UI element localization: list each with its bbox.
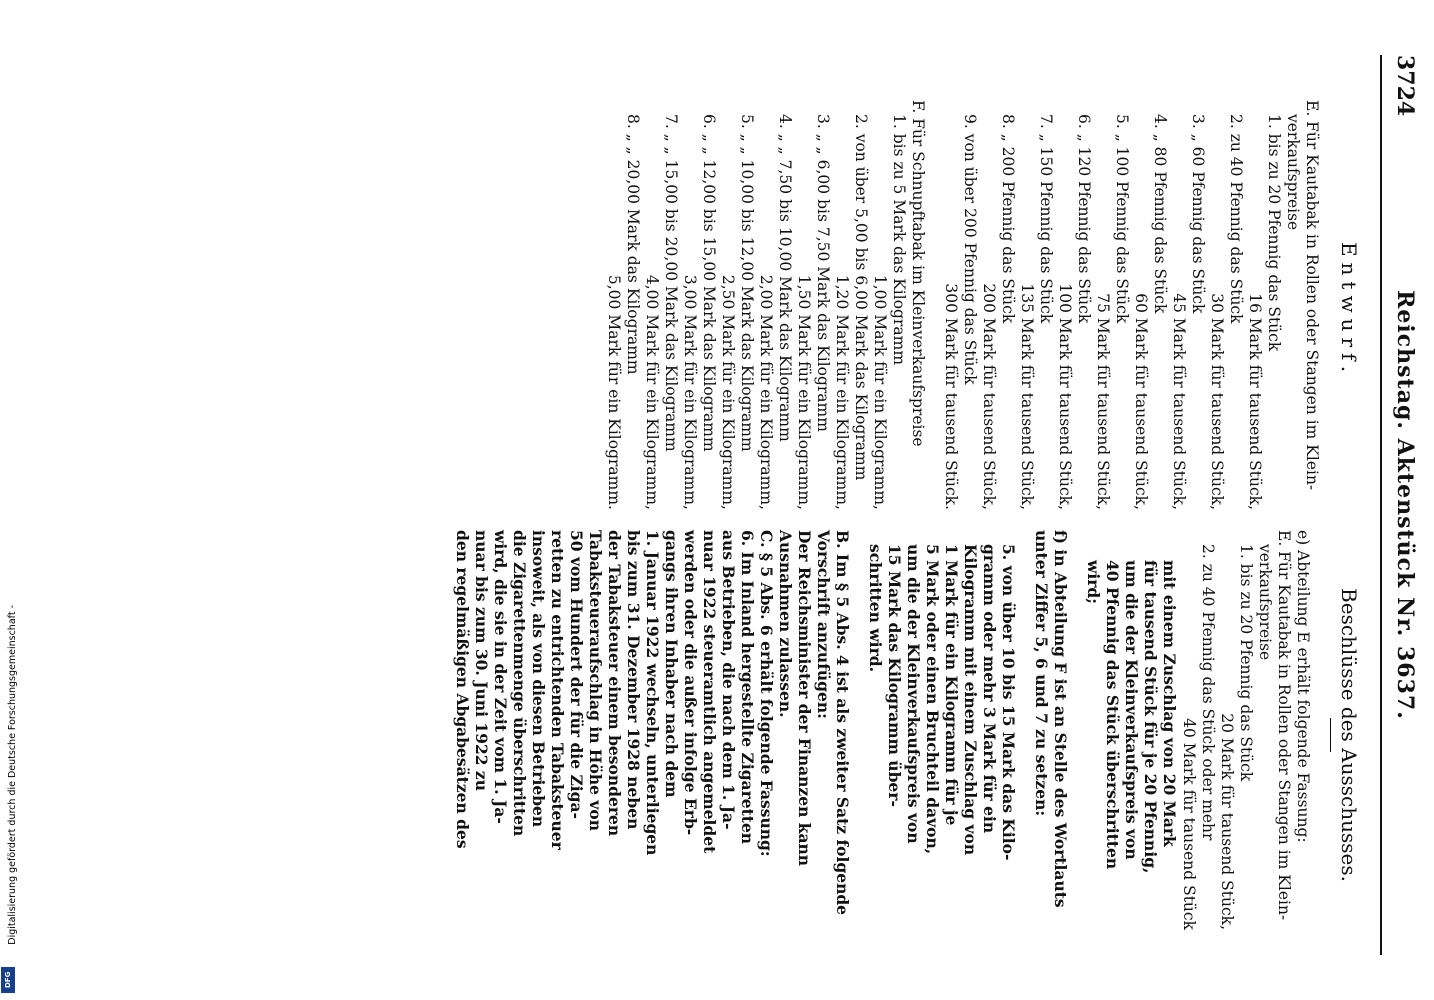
- text-line: 5 Mark oder einen Bruchteil davon,: [923, 544, 942, 855]
- e-items-list: [941, 100, 1283, 520]
- f-heading: F. Für Schnupftabak im Kleinverkaufspreise: [909, 100, 927, 447]
- list-item: 4. „ „ 7,50 bis 10,00 Mark das Kilogramm: [776, 114, 794, 442]
- r-e2a: 2. zu 40 Pfennig das Stück oder mehr: [1199, 544, 1217, 841]
- list-item: 6. „ 120 Pfennig das Stück: [1075, 114, 1093, 324]
- text-line: wird, die sie in der Zeit vom 1. Ja-: [491, 530, 510, 824]
- text-line: werden oder die außer infolge Erb-: [681, 530, 700, 836]
- e-label: e) Abteilung E erhält folgende Fassung:: [1294, 530, 1312, 843]
- list-item: 7. „ „ 15,00 bis 20,00 Mark das Kilogramm: [662, 114, 680, 452]
- e-heading: E. Für Kautabak in Rollen oder Stangen im Klein-: [1303, 100, 1321, 491]
- list-item-rate: 1,50 Mark für ein Kilogramm,: [795, 274, 813, 510]
- r-e2-surcharge: [1084, 530, 1179, 940]
- text-line: um die der Kleinverkaufspreis von: [904, 544, 923, 844]
- list-item-rate: 135 Mark für tausend Stück,: [1018, 283, 1036, 510]
- text-line: 15 Mark das Kilogramm über-: [885, 544, 904, 807]
- text-line: B. Im § 5 Abs. 4 ist als zweiter Satz folgende: [833, 530, 852, 916]
- e-heading-cont: verkaufspreise: [1284, 114, 1302, 231]
- dfg-logo: DFG: [1, 967, 15, 993]
- r-e1a: 1. bis zu 20 Pfennig das Stück: [1237, 544, 1255, 782]
- text-line: f) in Abteilung F ist an Stelle des Wortlauts: [1051, 530, 1070, 908]
- list-item: 1. bis zu 5 Mark das Kilogramm: [890, 114, 908, 366]
- header-title: Reichstag. Aktenstück Nr. 3637.: [1392, 290, 1418, 720]
- list-item: 9. von über 200 Pfennig das Stück: [961, 114, 979, 385]
- text-line: mit einem Zuschlag von 20 Mark: [1160, 560, 1179, 847]
- list-item: 5. „ „ 10,00 bis 12,00 Mark das Kilogramm: [738, 114, 756, 452]
- list-item-rate: 100 Mark für tausend Stück,: [1056, 283, 1074, 510]
- list-item-rate: 30 Mark für tausend Stück,: [1208, 293, 1226, 510]
- list-item-rate: 45 Mark für tausend Stück,: [1170, 293, 1188, 510]
- f5-paragraph: [866, 530, 1018, 940]
- list-item: 8. „ „ 20,00 Mark das Kilogramm: [624, 114, 642, 375]
- page-number: 3724: [1392, 55, 1418, 117]
- text-line: die Zigarettenmenge überschritten: [510, 530, 529, 837]
- list-item-rate: 60 Mark für tausend Stück,: [1132, 293, 1150, 510]
- text-line: bis zum 31. Dezember 1928 neben: [624, 530, 643, 830]
- title-rule: [1330, 718, 1331, 752]
- text-line: der Tabaksteuer einem besonderen: [605, 530, 624, 837]
- right-title: Beschlüsse des Ausschusses.: [1337, 588, 1361, 882]
- text-line: C. § 5 Abs. 6 erhält folgende Fassung:: [757, 530, 776, 857]
- list-item-rate: 2,00 Mark für ein Kilogramm,: [757, 274, 775, 510]
- text-line: 50 vom Hundert der für die Ziga-: [567, 530, 586, 819]
- text-line: wird;: [1084, 560, 1103, 604]
- list-item-rate: 300 Mark für tausend Stück.: [942, 283, 960, 510]
- text-line: insoweit, als von diesen Betrieben: [529, 530, 548, 828]
- section-b: [776, 530, 852, 940]
- list-item: 6. „ „ 12,00 bis 15,00 Mark das Kilogramm: [700, 114, 718, 452]
- text-line: 1. Januar 1922 wechseln, unterliegen: [643, 530, 662, 856]
- text-line: retten zu entrichtenden Tabaksteuer: [548, 530, 567, 850]
- list-item: 5. „ 100 Pfennig das Stück: [1113, 114, 1131, 324]
- text-line: aus Betrieben, die nach dem 1. Ja-: [719, 530, 738, 830]
- list-item-rate: 2,50 Mark für ein Kilogramm,: [719, 274, 737, 510]
- right-column: [453, 530, 1364, 940]
- text-line: Kilogramm mit einem Zuschlag von: [961, 544, 980, 856]
- text-line: unter Ziffer 5, 6 und 7 zu setzen:: [1032, 530, 1051, 817]
- list-item: 3. „ 60 Pfennig das Stück: [1189, 114, 1207, 314]
- list-item: 3. „ „ 6,00 bis 7,50 Mark das Kilogramm: [814, 114, 832, 432]
- text-line: 5. von über 10 bis 15 Mark das Kilo-: [999, 544, 1018, 861]
- left-title: Entwurf.: [1337, 241, 1361, 379]
- text-line: um die der Kleinverkaufspreis von: [1122, 560, 1141, 860]
- r-e-heading-cont: verkaufspreise: [1256, 544, 1274, 661]
- list-item: 4. „ 80 Pfennig das Stück: [1151, 114, 1169, 314]
- list-item-rate: 75 Mark für tausend Stück,: [1094, 293, 1112, 510]
- list-item-rate: 5,00 Mark für ein Kilogramm.: [605, 274, 623, 510]
- text-line: schritten wird.: [866, 544, 885, 672]
- list-item: 1. bis zu 20 Pfennig das Stück: [1265, 114, 1283, 352]
- list-item-rate: 3,00 Mark für ein Kilogramm,: [681, 274, 699, 510]
- text-line: 1 Mark für ein Kilogramm für je: [942, 544, 961, 826]
- list-item-rate: 1,20 Mark für ein Kilogramm,: [833, 274, 851, 510]
- r-e1b: 20 Mark für tausend Stück,: [1218, 713, 1236, 930]
- f-items-list: [604, 100, 908, 520]
- text-line: Tabaksteueraufschlag in Höhe von: [586, 530, 605, 832]
- list-item-rate: 16 Mark für tausend Stück,: [1246, 293, 1264, 510]
- list-item-rate: 4,00 Mark für ein Kilogramm,: [643, 274, 661, 510]
- text-line: gramm oder mehr 3 Mark für ein: [980, 544, 999, 834]
- list-item: 2. zu 40 Pfennig das Stück: [1227, 114, 1245, 324]
- text-line: für tausend Stück für je 20 Pfennig,: [1141, 560, 1160, 874]
- text-line: Vorschrift anzufügen:: [814, 530, 833, 719]
- r-e-heading: E. Für Kautabak in Rollen oder Stangen im Klein-: [1275, 530, 1293, 921]
- text-line: Ausnahmen zulassen.: [776, 530, 795, 718]
- text-line: 6. Im Inland hergestellte Zigaretten: [738, 530, 757, 845]
- list-item-rate: 200 Mark für tausend Stück,: [980, 283, 998, 510]
- list-item: 8. „ 200 Pfennig das Stück: [999, 114, 1017, 324]
- text-line: nuar 1922 steueramtlich angemeldet: [700, 530, 719, 854]
- f-label: [1032, 530, 1070, 940]
- section-c: [453, 530, 776, 940]
- list-item: 2. von über 5,00 bis 6,00 Mark das Kilogramm: [852, 114, 870, 481]
- text-line: nuar bis zum 30. Juni 1922 zu: [472, 530, 491, 791]
- text-line: gangs ihren Inhaber nach dem: [662, 530, 681, 798]
- text-line: 40 Pfennig das Stück überschritten: [1103, 560, 1122, 870]
- list-item: 7. „ 150 Pfennig das Stück: [1037, 114, 1055, 324]
- text-line: Der Reichsminister der Finanzen kann: [795, 530, 814, 867]
- page-header: [1380, 55, 1426, 955]
- credit-text: Digitalisierung gefördert durch die Deutsche Forschungsgemeinschaft -: [7, 605, 18, 945]
- left-column: [604, 100, 1364, 520]
- digitization-credit: [3, 605, 23, 990]
- r-e2b: 40 Mark für tausend Stück: [1180, 718, 1198, 930]
- list-item-rate: 1,00 Mark für ein Kilogramm,: [871, 274, 889, 510]
- text-line: den regelmäßigen Abgabesätzen des: [453, 530, 472, 849]
